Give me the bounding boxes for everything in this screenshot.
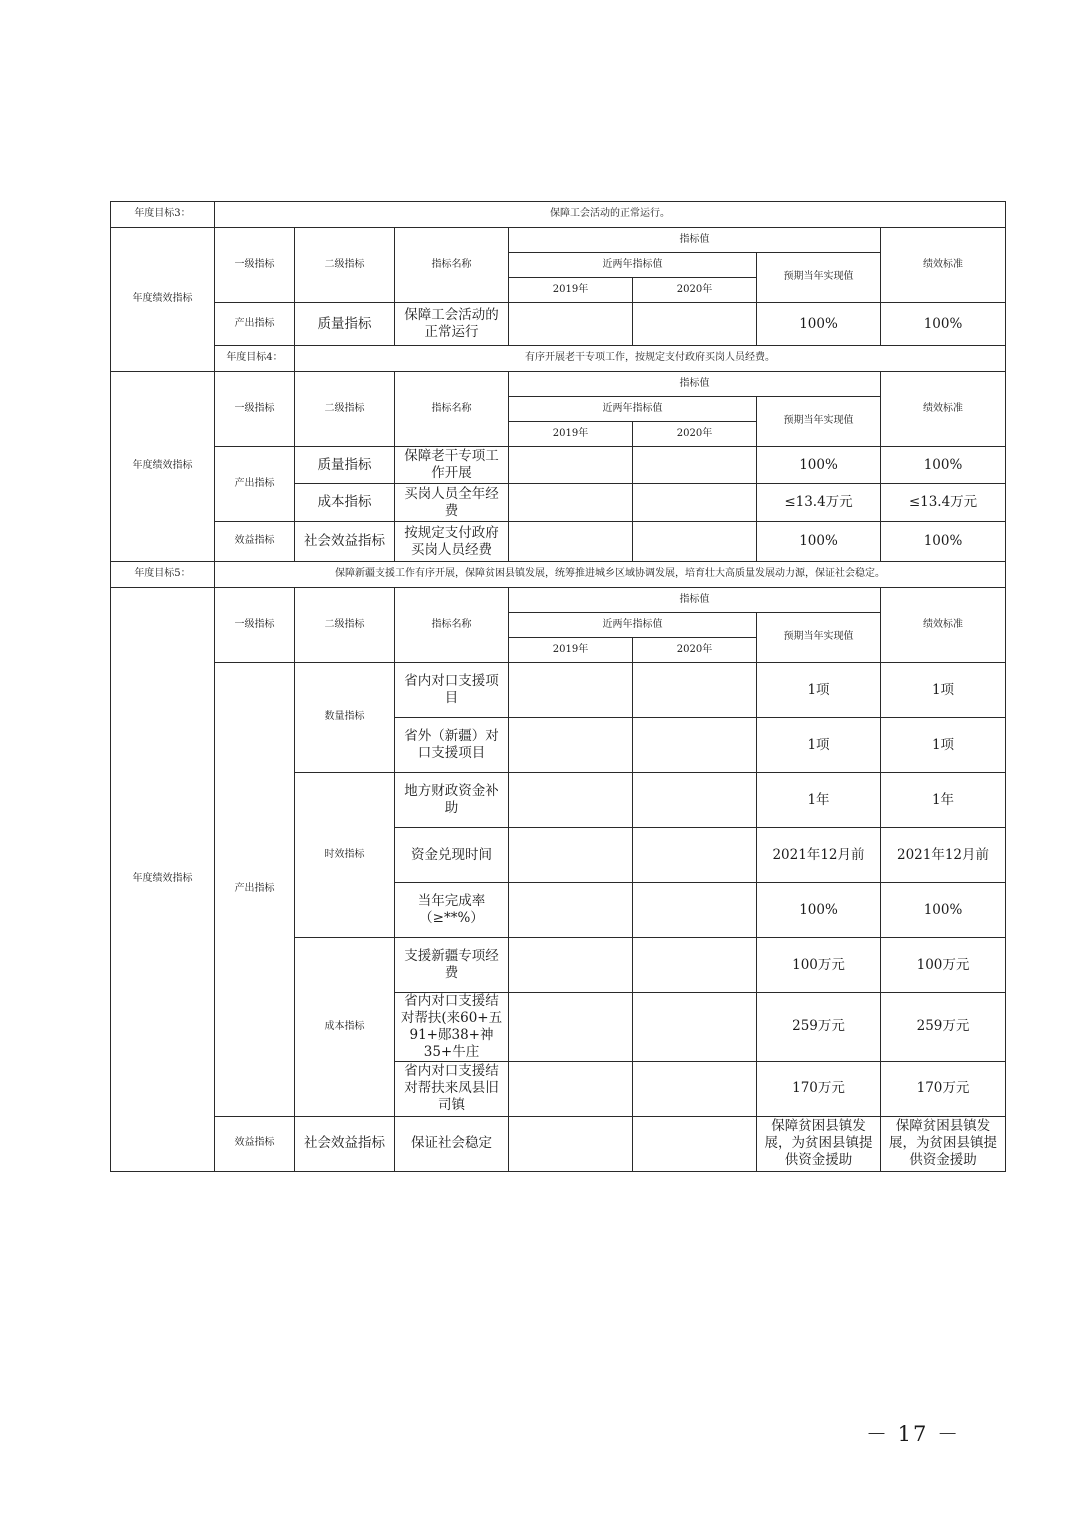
standard-cell: 100万元: [881, 938, 1006, 993]
level1-header: 一级指标: [215, 588, 295, 663]
goal3-text: 保障工会活动的正常运行。: [215, 202, 1006, 228]
expected-cell: 1年: [757, 773, 881, 828]
indicator-name-cell: 省外（新疆）对口支援项目: [395, 718, 509, 773]
standard-cell: 1项: [881, 663, 1006, 718]
indicator-name-cell: 保障老干专项工作开展: [395, 447, 509, 484]
indicator-name-header: 指标名称: [395, 228, 509, 303]
level1-cell: 产出指标: [215, 447, 295, 522]
indicator-name-cell: 地方财政资金补助: [395, 773, 509, 828]
indicator-name-cell: 省内对口支援项目: [395, 663, 509, 718]
goal5-label: 年度目标5：: [111, 562, 215, 588]
level2-cell: 时效指标: [295, 773, 395, 938]
indicator-value-header: 指标值: [509, 372, 881, 397]
goal3-row: [111, 202, 1006, 228]
performance-table: [110, 201, 1006, 1172]
expected-cell: 100%: [757, 522, 881, 562]
annual-perf-label: 年度绩效指标: [111, 228, 215, 372]
expected-cell: 保障贫困县镇发展，为贫困县镇提供资金援助: [757, 1116, 881, 1171]
table-row: [111, 663, 1006, 718]
table-row: [111, 522, 1006, 562]
table-row: [111, 447, 1006, 484]
indicator-name-cell: 省内对口支援结对帮扶来凤县旧司镇: [395, 1061, 509, 1116]
standard-cell: 100%: [881, 883, 1006, 938]
goal4-label: 年度目标4：: [215, 346, 295, 372]
perf-standard-header: 绩效标准: [881, 588, 1006, 663]
expected-value-header: 预期当年实现值: [757, 397, 881, 447]
year-2020-header: 2020年: [633, 278, 757, 303]
expected-cell: 259万元: [757, 993, 881, 1062]
level2-header: 二级指标: [295, 228, 395, 303]
level2-cell: 数量指标: [295, 663, 395, 773]
indicator-name-cell: 资金兑现时间: [395, 828, 509, 883]
recent-two-years-header: 近两年指标值: [509, 613, 757, 638]
level2-cell: 质量指标: [295, 447, 395, 484]
indicator-name-cell: 保证社会稳定: [395, 1116, 509, 1171]
recent-two-years-header: 近两年指标值: [509, 253, 757, 278]
indicator-name-cell: 按规定支付政府买岗人员经费: [395, 522, 509, 562]
annual-perf-label: 年度绩效指标: [111, 372, 215, 562]
goal5-text: 保障新疆支援工作有序开展，保障贫困县镇发展，统筹推进城乡区域协调发展，培育壮大高质量发展动力源，保证社会稳定。: [215, 562, 1006, 588]
standard-cell: ≤13.4万元: [881, 484, 1006, 522]
year-2020-header: 2020年: [633, 422, 757, 447]
expected-value-header: 预期当年实现值: [757, 253, 881, 303]
indicator-name-header: 指标名称: [395, 588, 509, 663]
table-row: [111, 303, 1006, 346]
level2-cell: 社会效益指标: [295, 522, 395, 562]
standard-cell: 1年: [881, 773, 1006, 828]
level1-cell: 产出指标: [215, 303, 295, 346]
standard-cell: 2021年12月前: [881, 828, 1006, 883]
goal4-row: [111, 346, 1006, 372]
level2-cell: 成本指标: [295, 938, 395, 1117]
perf-standard-header: 绩效标准: [881, 228, 1006, 303]
level2-cell: 社会效益指标: [295, 1116, 395, 1171]
perf-standard-header: 绩效标准: [881, 372, 1006, 447]
goal3-label: 年度目标3：: [111, 202, 215, 228]
indicator-name-cell: 省内对口支援结对帮扶(来60+五91+郧38+神35+牛庄: [395, 993, 509, 1062]
level1-header: 一级指标: [215, 228, 295, 303]
annual-perf-label: 年度绩效指标: [111, 588, 215, 1172]
year-2019-header: 2019年: [509, 422, 633, 447]
expected-cell: 100%: [757, 883, 881, 938]
indicator-value-header: 指标值: [509, 228, 881, 253]
goal5-row: [111, 562, 1006, 588]
indicator-name-cell: 保障工会活动的正常运行: [395, 303, 509, 346]
expected-cell: 1项: [757, 718, 881, 773]
expected-value-header: 预期当年实现值: [757, 613, 881, 663]
level1-cell: 效益指标: [215, 522, 295, 562]
level1-cell: 效益指标: [215, 1116, 295, 1171]
goal4-text: 有序开展老干专项工作，按规定支付政府买岗人员经费。: [295, 346, 1006, 372]
expected-cell: 1项: [757, 663, 881, 718]
page-number: － 17 －: [866, 1422, 961, 1446]
standard-cell: 保障贫困县镇发展，为贫困县镇提供资金援助: [881, 1116, 1006, 1171]
level2-cell: 成本指标: [295, 484, 395, 522]
year-2019-header: 2019年: [509, 278, 633, 303]
indicator-value-header: 指标值: [509, 588, 881, 613]
indicator-name-cell: 当年完成率（≥**%）: [395, 883, 509, 938]
level1-cell: 产出指标: [215, 663, 295, 1117]
level2-header: 二级指标: [295, 588, 395, 663]
expected-cell: 100万元: [757, 938, 881, 993]
standard-cell: 100%: [881, 303, 1006, 346]
year-2019-header: 2019年: [509, 638, 633, 663]
level1-header: 一级指标: [215, 372, 295, 447]
level2-header: 二级指标: [295, 372, 395, 447]
expected-cell: 2021年12月前: [757, 828, 881, 883]
level2-cell: 质量指标: [295, 303, 395, 346]
expected-cell: 100%: [757, 447, 881, 484]
year-2020-header: 2020年: [633, 638, 757, 663]
standard-cell: 1项: [881, 718, 1006, 773]
standard-cell: 100%: [881, 447, 1006, 484]
table-row: [111, 1116, 1006, 1171]
indicator-name-cell: 买岗人员全年经费: [395, 484, 509, 522]
indicator-name-cell: 支援新疆专项经费: [395, 938, 509, 993]
indicator-name-header: 指标名称: [395, 372, 509, 447]
recent-two-years-header: 近两年指标值: [509, 397, 757, 422]
expected-cell: 100%: [757, 303, 881, 346]
standard-cell: 100%: [881, 522, 1006, 562]
standard-cell: 170万元: [881, 1061, 1006, 1116]
standard-cell: 259万元: [881, 993, 1006, 1062]
expected-cell: ≤13.4万元: [757, 484, 881, 522]
expected-cell: 170万元: [757, 1061, 881, 1116]
